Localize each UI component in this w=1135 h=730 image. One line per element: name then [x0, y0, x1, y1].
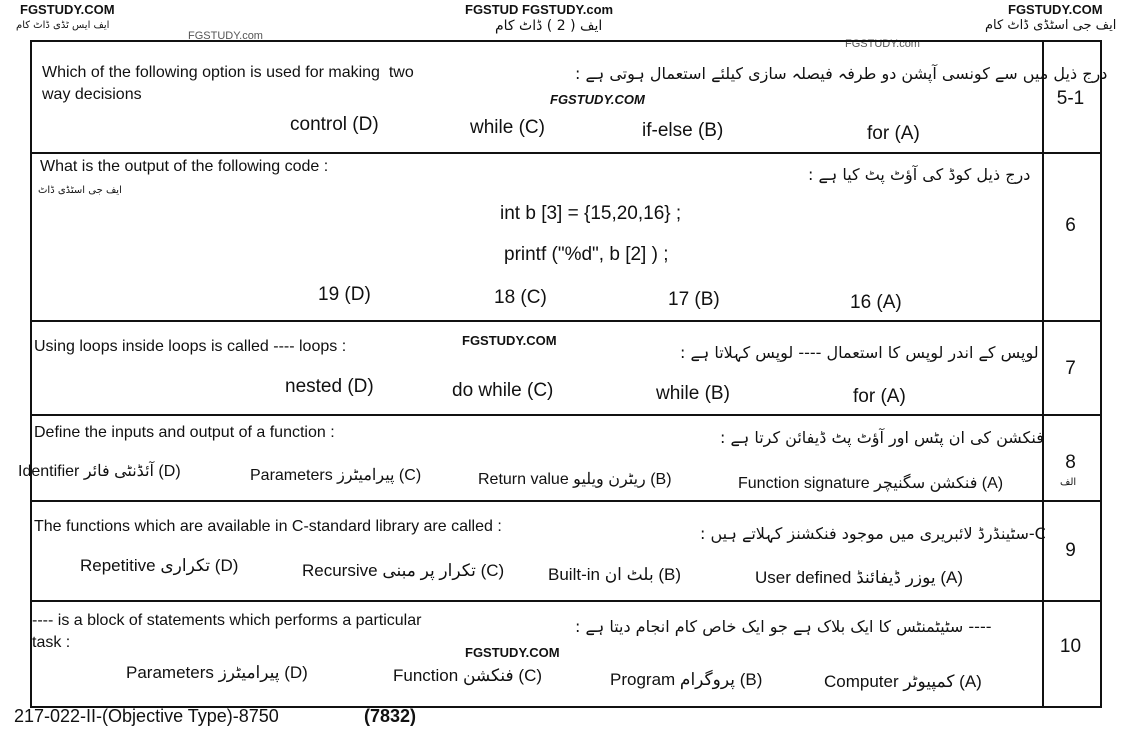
question-text: What is the output of the following code :	[40, 158, 329, 175]
question-number: 6	[1065, 215, 1076, 236]
watermark: FGSTUDY.com	[845, 38, 920, 50]
divider	[30, 500, 1100, 502]
question-text: Which of the following option is used for making two way decisions	[42, 64, 414, 103]
question-number: 7	[1065, 358, 1076, 379]
option-a: Function signature فنکشن سگنیچر (A)	[738, 475, 1004, 492]
watermark: FGSTUDY.COM	[465, 645, 560, 660]
option-c: Parameters پیرامیٹرز (C)	[250, 467, 422, 484]
divider	[30, 600, 1100, 602]
divider	[30, 414, 1100, 416]
option-a: for (A)	[867, 123, 920, 144]
question-urdu: ---- سٹیٹمنٹس کا ایک بلاک ہے جو ایک خاص کام انجام دیتا ہے :	[575, 617, 992, 636]
question-urdu: فنکشن کی ان پٹس اور آؤٹ پٹ ڈیفائن کرتا ہے :	[720, 428, 1044, 447]
question-urdu: درج ذیل میں سے کونسی آپشن دو طرفہ فیصلہ سازی کیلئے استعمال ہوتی ہے :	[575, 64, 1108, 83]
option-b: Program پروگرام (B)	[610, 670, 763, 689]
option-d: 19 (D)	[318, 284, 371, 305]
option-c: Recursive تکرار پر مبنی (C)	[302, 561, 505, 580]
option-b: if-else (B)	[642, 120, 724, 141]
watermark: FGSTUDY.COM	[20, 2, 115, 17]
option-d: control (D)	[290, 114, 379, 135]
question-text: Using loops inside loops is called ---- loops :	[34, 338, 347, 355]
question-number: 10	[1059, 636, 1082, 657]
option-b: while (B)	[656, 383, 730, 404]
option-d: Repetitive تکراری (D)	[80, 556, 239, 575]
option-a: 16 (A)	[850, 292, 902, 313]
option-d: Identifier آئڈنٹی فائر (D)	[18, 463, 181, 480]
side-note: ایف جی اسٹڈی ڈاٹ	[38, 185, 122, 196]
question-number: 8	[1065, 452, 1076, 473]
code-line: printf ("%d", b [2] ) ;	[504, 244, 669, 265]
option-a: User defined یوزر ڈیفائنڈ (A)	[755, 568, 964, 587]
option-c: Function فنکشن (C)	[393, 666, 543, 685]
option-d: nested (D)	[285, 376, 374, 397]
option-a: for (A)	[853, 386, 906, 407]
divider	[30, 152, 1100, 154]
option-b: Built-in بلٹ ان (B)	[548, 565, 682, 584]
header-urdu-left: ایف ایس ٹڈی ڈاٹ کام	[16, 20, 110, 31]
question-number: 9	[1065, 540, 1076, 561]
question-text: ---- is a block of statements which performs a particular task :	[32, 612, 422, 651]
question-table	[30, 40, 1102, 708]
divider	[30, 320, 1100, 322]
watermark: FGSTUDY.COM	[550, 92, 645, 107]
option-b: Return value ریٹرن ویلیو (B)	[478, 471, 672, 488]
question-sub-label: الف	[1060, 477, 1077, 488]
option-a: Computer کمپیوٹر (A)	[824, 672, 982, 691]
header-urdu-right: ایف جی اسٹڈی ڈاٹ کام	[985, 18, 1117, 33]
paper-code: 217-022-II-(Objective Type)-8750	[14, 706, 279, 726]
watermark: FGSTUD FGSTUDY.com	[465, 2, 614, 17]
question-text: Define the inputs and output of a function :	[34, 424, 335, 441]
watermark: FGSTUDY.com	[188, 30, 263, 42]
option-c: 18 (C)	[494, 287, 547, 308]
question-number: 5-1	[1056, 88, 1085, 109]
page-number: ایف ( 2 ) ڈاٹ کام	[495, 18, 603, 34]
question-urdu: لوپس کے اندر لوپس کا استعمال ---- لوپس کہلاتا ہے :	[680, 343, 1039, 362]
question-urdu: C-سٹینڈرڈ لائبریری میں موجود فنکشنز کہلاتے ہیں :	[700, 524, 1046, 543]
paper-serial: (7832)	[364, 706, 417, 726]
option-c: do while (C)	[452, 380, 554, 401]
question-text: The functions which are available in C-standard library are called :	[34, 518, 502, 535]
question-urdu: درج ذیل کوڈ کی آؤٹ پٹ کیا ہے :	[808, 165, 1031, 184]
option-c: while (C)	[470, 117, 545, 138]
option-d: Parameters پیرامیٹرز (D)	[126, 663, 308, 682]
code-line: int b [3] = {15,20,16} ;	[500, 203, 682, 224]
watermark: FGSTUDY.COM	[462, 333, 557, 348]
watermark: FGSTUDY.COM	[1008, 2, 1103, 17]
option-b: 17 (B)	[668, 289, 720, 310]
